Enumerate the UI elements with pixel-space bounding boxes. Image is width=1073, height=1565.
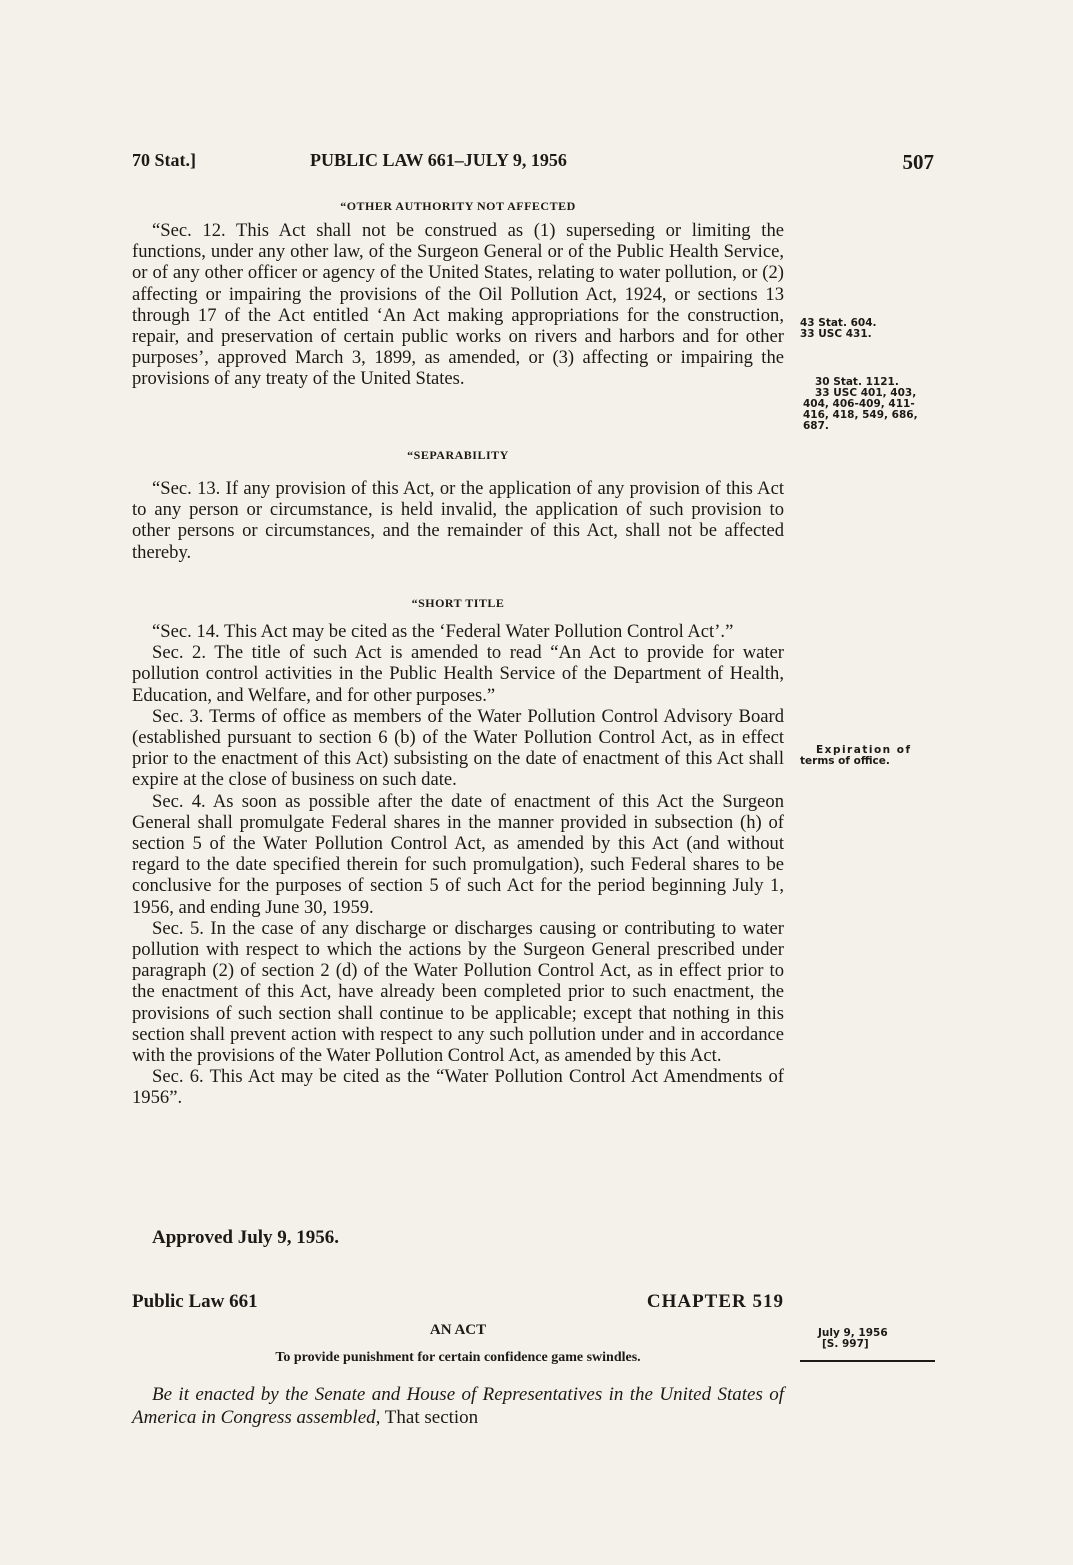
section-6-text: Sec. 6. This Act may be cited as the “Water Pollution Control Act Amendments of 1956”.	[132, 1066, 784, 1109]
margin-note-line: 30 Stat. 1121.	[815, 376, 899, 388]
margin-note-date	[818, 1328, 958, 1350]
enacting-clause-italic: Be it enacted by the Senate and House of Representatives in the United States of America in Congress assembled,	[132, 1384, 784, 1428]
margin-note-citation-1	[800, 318, 940, 340]
margin-note-line: July 9, 1956	[818, 1327, 888, 1339]
heading-other-authority: “OTHER AUTHORITY NOT AFFECTED	[340, 199, 576, 213]
margin-note-expiration	[800, 745, 940, 767]
an-act-label: AN ACT	[429, 1322, 487, 1338]
approved-date: Approved July 9, 1956.	[152, 1227, 340, 1248]
heading-short-title: “SHORT TITLE	[411, 596, 505, 610]
enacting-clause	[132, 1383, 784, 1429]
section-13	[132, 478, 784, 563]
margin-note-line: 33 USC 401, 403,	[815, 387, 917, 399]
section-2-text: Sec. 2. The title of such Act is amended to read “An Act to provide for water pollution control activities in the Public Health Service of the Department of Health, Education, and Welfare, and for other purposes.”	[132, 642, 784, 706]
margin-note-line: terms of office.	[800, 755, 890, 767]
section-13-text: “Sec. 13. If any provision of this Act, or the application of any provision of this Act to any person or circumstance, is held invalid, the application of such provision to other persons or circumstances, and the remainder of this Act, shall not be affected thereby.	[132, 478, 784, 563]
chapter-number: CHAPTER 519	[646, 1291, 784, 1312]
margin-note-line: [S. 997]	[822, 1338, 869, 1350]
section-12-text: “Sec. 12. This Act shall not be construed as (1) superseding or limiting the functions, under any other law, of the Surgeon General or of the Public Health Service, or of any other officer or agency of the United States, relating to water pollution, or (2) affecting or impairing the provisions of the Oil Pollution Act, 1924, or sections 13 through 17 of the Act entitled ‘An Act making appropriations for the construction, repair, and preservation of certain public works on rivers and harbors and for other purposes’, approved March 3, 1899, as amended, or (3) affecting or impairing the provisions of any treaty of the United States.	[132, 220, 784, 390]
header-volume: 70 Stat.]	[132, 150, 196, 170]
page-header	[132, 150, 934, 174]
section-12	[132, 220, 784, 390]
section-4-text: Sec. 4. As soon as possible after the date of enactment of this Act the Surgeon General shall promulgate Federal shares in the manner provided in subsection (h) of section 5 of the Water Pollution Control Act, as amended by this Act (and without regard to the date specified therein for such promulgation), such Federal shares to be conclusive for the purposes of section 5 of such Act for the period beginning July 1, 1956, and ending June 30, 1959.	[132, 790, 784, 918]
margin-note-line: 33 USC 431.	[800, 328, 872, 340]
act-purpose: To provide punishment for certain confidence game swindles.	[275, 1350, 641, 1365]
margin-rule	[800, 1360, 935, 1362]
public-law-number: Public Law 661	[132, 1291, 258, 1312]
sections-14-to-6	[132, 621, 784, 1109]
margin-note-line: 687.	[803, 420, 829, 432]
section-3-text: Sec. 3. Terms of office as members of the Water Pollution Control Advisory Board (established pursuant to section 6 (b) of the Water Pollution Control Act, as in effect prior to the enactment of this Act) subsisting on the date of enactment of this Act shall expire at the close of business on such date.	[132, 705, 784, 791]
section-5-text: Sec. 5. In the case of any discharge or discharges causing or contributing to water pollution with respect to which the actions by the Surgeon General prescribed under paragraph (2) of section 2 (d) of the Water Pollution Control Act, as in effect prior to the enactment of this Act, have already been completed prior to such enactment, the provisions of such section shall continue to be applicable; except that nothing in this section shall prevent action with respect to any such pollution under and in accordance with the provisions of the Water Pollution Control Act, as amended by this Act.	[132, 917, 784, 1067]
margin-note-line: 416, 418, 549, 686,	[803, 409, 918, 421]
header-title: PUBLIC LAW 661–JULY 9, 1956	[310, 150, 567, 170]
margin-note-citation-2	[803, 377, 943, 432]
margin-note-line: 404, 406-409, 411-	[803, 398, 915, 410]
enacting-clause-rest: That section	[380, 1407, 479, 1428]
page-number: 507	[902, 150, 934, 174]
margin-note-line: 43 Stat. 604.	[800, 317, 877, 329]
section-14-text: “Sec. 14. This Act may be cited as the ‘Federal Water Pollution Control Act’.”	[152, 621, 734, 642]
margin-note-line: Expiration of	[816, 744, 912, 756]
heading-separability: “SEPARABILITY	[407, 448, 509, 462]
